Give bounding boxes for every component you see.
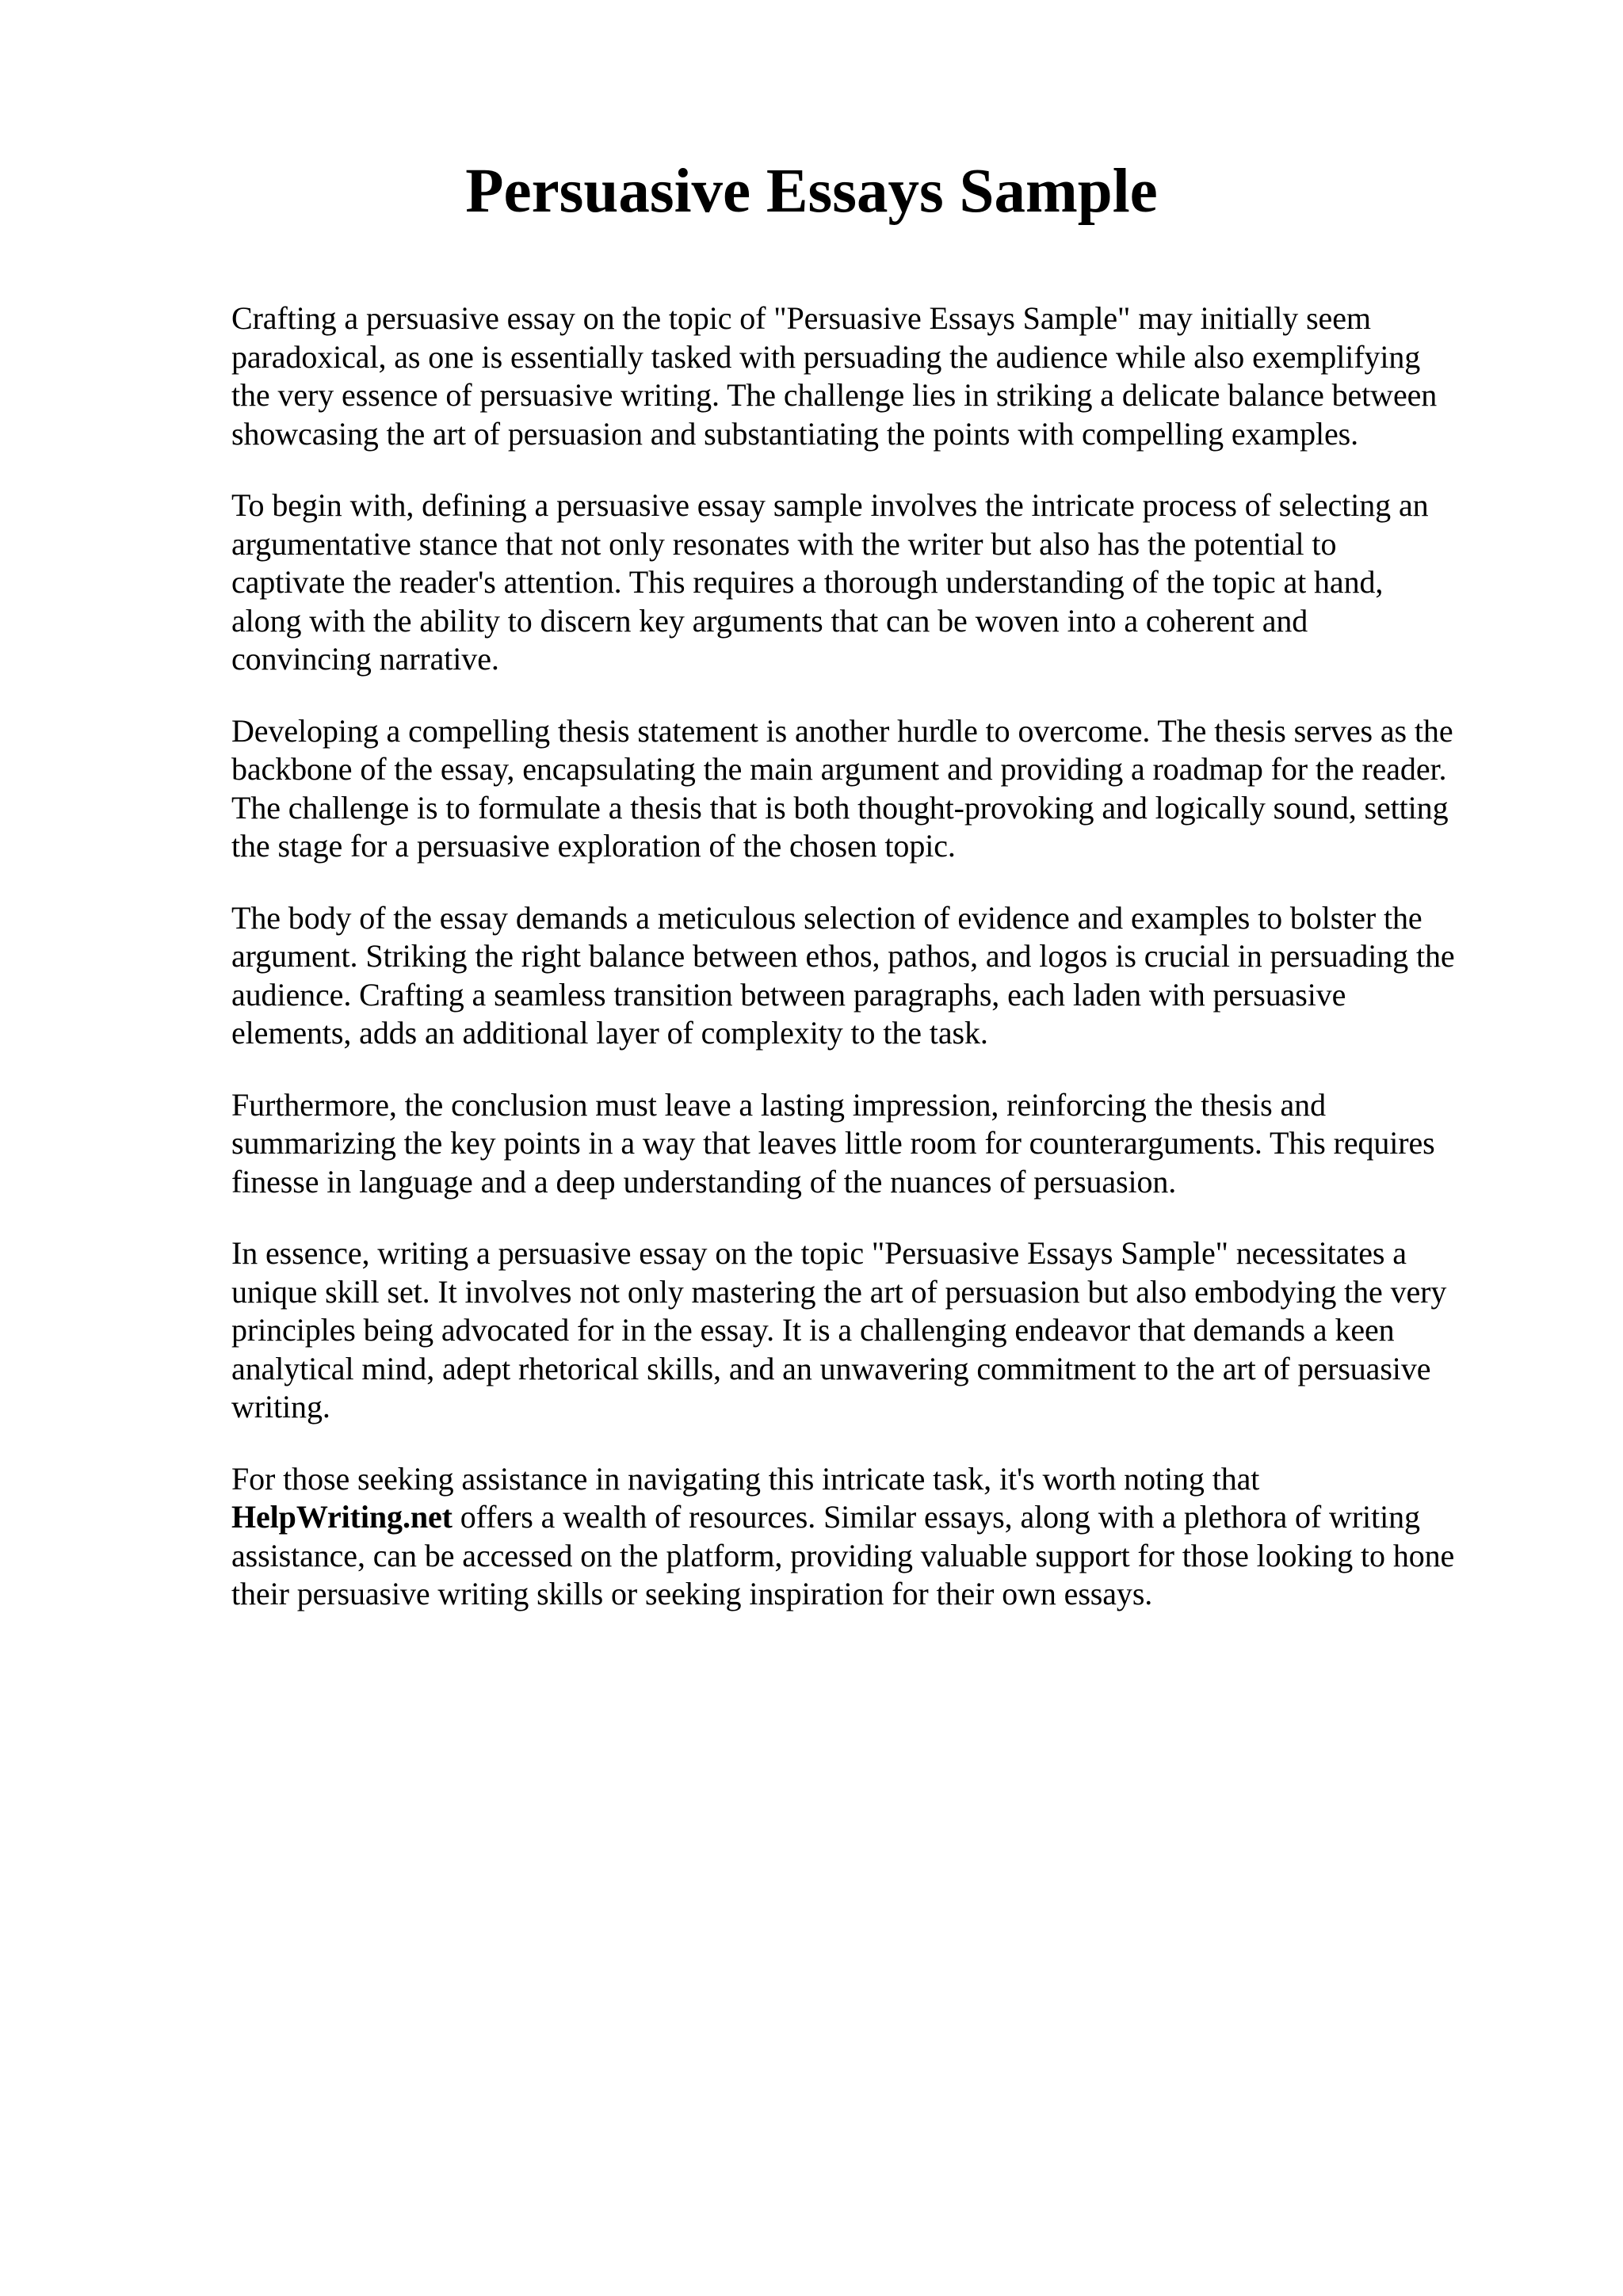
document-body (231, 299, 1531, 1647)
paragraph (231, 299, 1531, 453)
paragraph-line: argumentative stance that not only resonates with the writer but also has the potential to (231, 525, 1337, 562)
paragraph-line: analytical mind, adept rhetorical skills, and an unwavering commitment to the art of persuasive (231, 1350, 1431, 1386)
paragraph-line: argument. Striking the right balance between ethos, pathos, and logos is crucial in persuading the (231, 938, 1455, 974)
paragraph-line: audience. Crafting a seamless transition between paragraphs, each laden with persuasive (231, 976, 1346, 1013)
paragraph-line: Furthermore, the conclusion must leave a lasting impression, reinforcing the thesis and (231, 1086, 1326, 1123)
paragraph (231, 486, 1531, 679)
paragraph-line (231, 1498, 1531, 1537)
document-title: Persuasive Essays Sample (465, 157, 1158, 226)
paragraph-line: Crafting a persuasive essay on the topic of "Persuasive Essays Sample" may initially seem (231, 300, 1371, 336)
paragraph-line: finesse in language and a deep understanding of the nuances of persuasion. (231, 1163, 1177, 1199)
paragraph-line: The body of the essay demands a meticulous selection of evidence and examples to bolster the (231, 899, 1423, 936)
paragraph-line: captivate the reader's attention. This requires a thorough understanding of the topic at hand, (231, 564, 1384, 600)
paragraph-line: For those seeking assistance in navigating this intricate task, it's worth noting that (231, 1460, 1260, 1497)
paragraph-line: writing. (231, 1389, 330, 1425)
paragraph-line: elements, adds an additional layer of complexity to the task. (231, 1015, 988, 1051)
paragraph (231, 1086, 1531, 1202)
paragraph-line: To begin with, defining a persuasive essay sample involves the intricate process of selecting an (231, 487, 1429, 523)
paragraph-line: convincing narrative. (231, 641, 499, 677)
paragraph-line: their persuasive writing skills or seeking inspiration for their own essays. (231, 1576, 1153, 1611)
helpwriting-link-text: HelpWriting.net (231, 1499, 453, 1535)
paragraph-line: paradoxical, as one is essentially tasked with persuading the audience while also exemplifying (231, 338, 1421, 375)
paragraph (231, 1460, 1531, 1614)
paragraph-line: the stage for a persuasive exploration of the chosen topic. (231, 828, 956, 864)
paragraph-line: showcasing the art of persuasion and substantiating the points with compelling examples. (231, 415, 1359, 452)
paragraph-line: assistance, can be accessed on the platform, providing valuable support for those looking to hone (231, 1537, 1455, 1573)
paragraph-list (231, 299, 1531, 1427)
paragraph-line: principles being advocated for in the essay. It is a challenging endeavor that demands a keen (231, 1312, 1395, 1348)
paragraph (231, 899, 1531, 1053)
paragraph-line: backbone of the essay, encapsulating the main argument and providing a roadmap for the reader. (231, 751, 1447, 787)
paragraph-line: The challenge is to formulate a thesis that is both thought-provoking and logically sound, setting (231, 789, 1449, 826)
paragraph-line-text: offers a wealth of resources. Similar essays, along with a plethora of writing (452, 1499, 1420, 1535)
paragraph-line: summarizing the key points in a way that leaves little room for counterarguments. This requires (231, 1125, 1435, 1161)
paragraph (231, 1234, 1531, 1427)
paragraph-line: unique skill set. It involves not only mastering the art of persuasion but also embodying the very (231, 1273, 1447, 1310)
paragraph-line: the very essence of persuasive writing. The challenge lies in striking a delicate balance between (231, 377, 1438, 413)
paragraph-line: Developing a compelling thesis statement is another hurdle to overcome. The thesis serves as the (231, 712, 1453, 749)
paragraph-line: In essence, writing a persuasive essay on the topic "Persuasive Essays Sample" necessitates a (231, 1235, 1407, 1271)
paragraph-line: along with the ability to discern key arguments that can be woven into a coherent and (231, 602, 1308, 639)
paragraph (231, 712, 1531, 866)
